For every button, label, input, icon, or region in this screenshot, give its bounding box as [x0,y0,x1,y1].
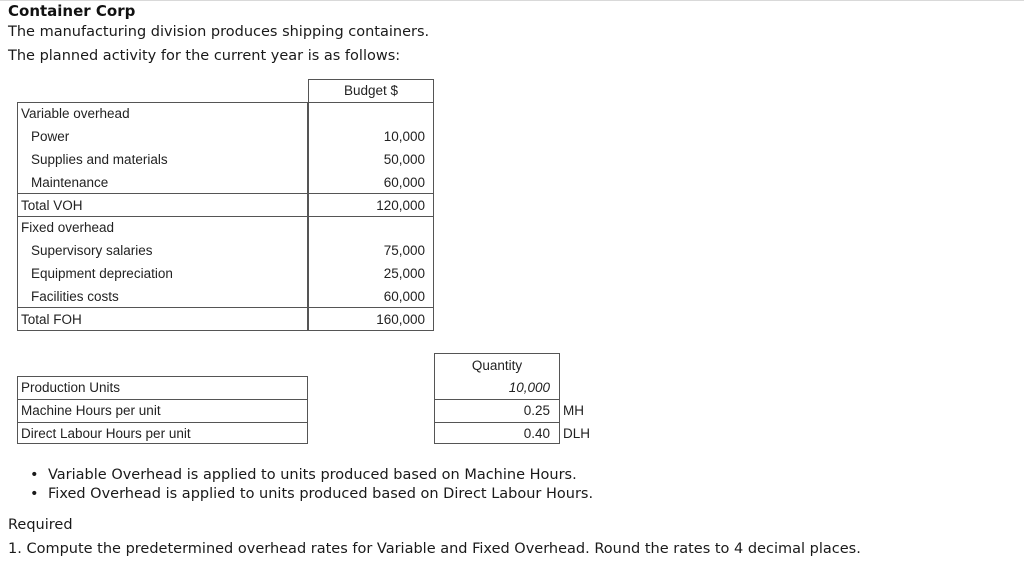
budget-row-value: 10,000 [383,129,425,144]
required-question: 1. Compute the predetermined overhead rates for Variable and Fixed Overhead. Round the rates to 4 decimal places. [8,541,861,557]
budget-row-value: 120,000 [376,198,425,213]
top-divider [0,0,1024,1]
budget-row-value: 75,000 [383,243,425,258]
quantity-row-unit: DLH [563,426,591,441]
budget-row-label: Supervisory salaries [31,243,153,258]
quantity-row-value: 0.25 [523,403,550,418]
budget-row-label: Equipment depreciation [31,266,173,281]
budget-row-label: Supplies and materials [31,152,168,167]
budget-row-value: 60,000 [383,289,425,304]
quantity-row-value: 10,000 [508,380,550,395]
budget-header: Budget $ [343,83,399,98]
budget-row-value: 160,000 [376,312,425,327]
intro-line-1: The manufacturing division produces shipping containers. [8,24,430,40]
budget-row-value: 25,000 [383,266,425,281]
bullet-list [30,466,593,504]
bullet-item: • Fixed Overhead is applied to units produced based on Direct Labour Hours. [30,485,593,504]
quantity-row-value: 0.40 [523,426,550,441]
budget-row-label: Total FOH [21,312,82,327]
quantity-row-label: Production Units [21,380,121,395]
document-title: Container Corp [8,2,136,20]
budget-row-value: 50,000 [383,152,425,167]
bullet-item: • Variable Overhead is applied to units produced based on Machine Hours. [30,466,593,485]
budget-row-label: Maintenance [31,175,109,190]
quantity-row-label: Machine Hours per unit [21,403,161,418]
budget-row-value: 60,000 [383,175,425,190]
budget-row-label: Power [31,129,70,144]
budget-row-label: Total VOH [21,198,83,213]
budget-row-label: Facilities costs [31,289,119,304]
intro-line-2: The planned activity for the current year is as follows: [8,48,401,64]
quantity-row-label: Direct Labour Hours per unit [21,426,191,441]
quantity-header: Quantity [471,358,523,373]
quantity-row-unit: MH [563,403,584,418]
budget-row-label: Variable overhead [21,106,130,121]
required-heading: Required [8,517,73,533]
budget-row-label: Fixed overhead [21,220,115,235]
